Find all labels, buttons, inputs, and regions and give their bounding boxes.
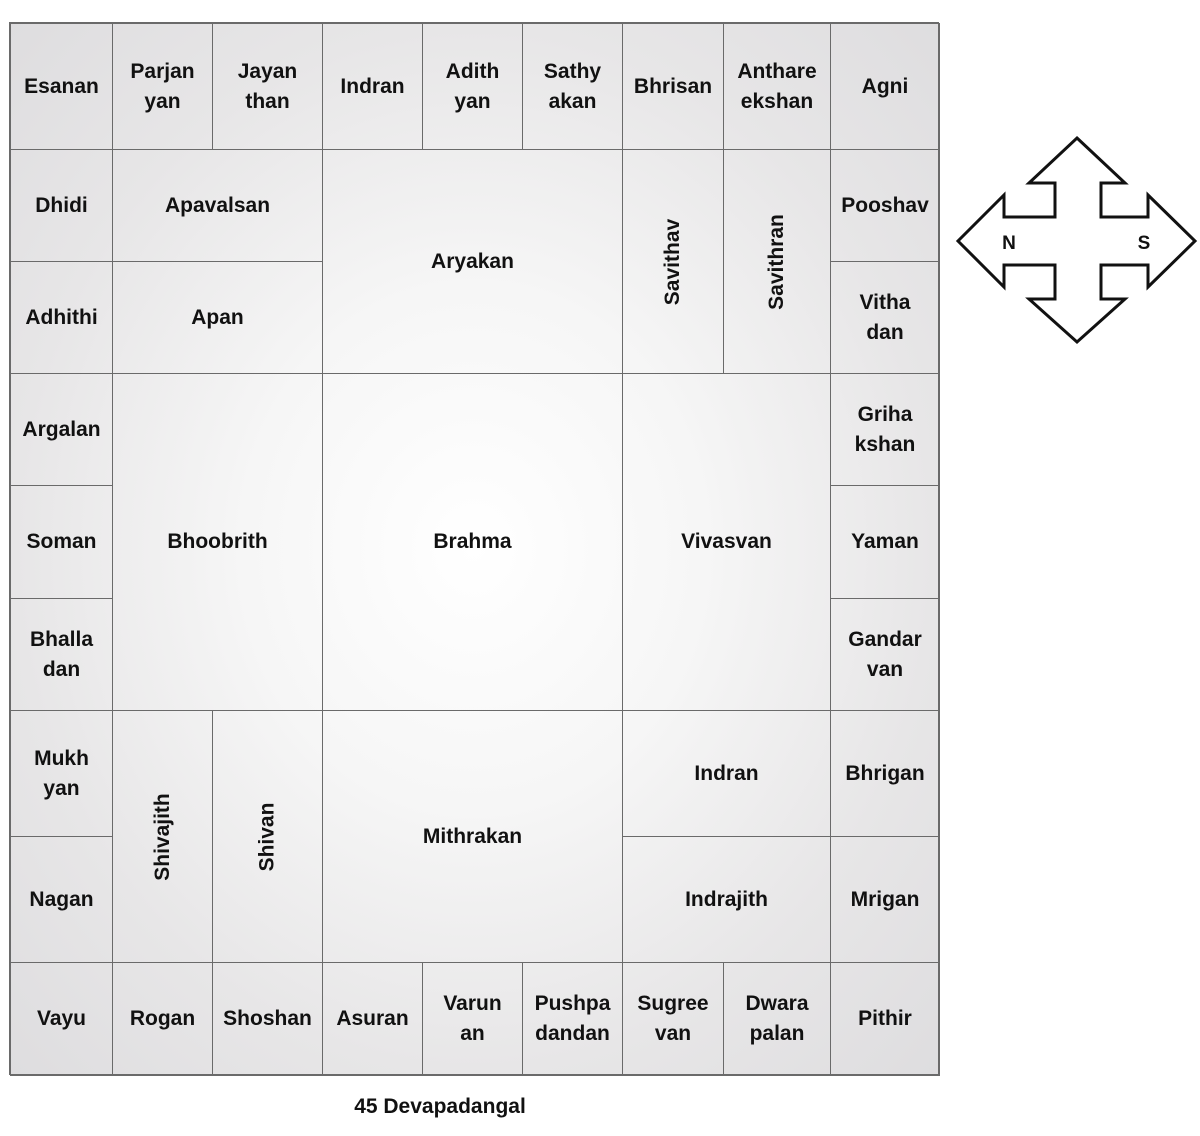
cell-bhoobrith	[112, 373, 323, 711]
cell-label: Indran	[694, 761, 759, 785]
cell-adithyan	[422, 23, 523, 150]
cell-label: Sugree van	[637, 992, 709, 1045]
cell-bhrisan	[622, 23, 724, 150]
cell-label: Sathy akan	[543, 59, 602, 113]
cell-label: Bhrisan	[633, 74, 713, 98]
cell-esanan	[10, 23, 113, 150]
cell-pushpadandan	[522, 962, 623, 1076]
cell-label: Dwara palan	[745, 992, 809, 1045]
cell-mrigan	[830, 836, 940, 963]
four-way-arrow-icon	[958, 138, 1195, 342]
cell-label: Mrigan	[850, 887, 920, 911]
cell-parjanyan	[112, 23, 213, 150]
cell-shivan	[212, 710, 323, 963]
cell-label: Apavalsan	[164, 193, 271, 217]
diagram-caption: 45 Devapadangal	[354, 1095, 526, 1118]
cell-gandarvan	[830, 598, 940, 711]
cell-label: Adhithi	[25, 305, 98, 329]
cell-label: Soman	[26, 530, 97, 553]
cell-label: Esanan	[24, 74, 99, 98]
cell-label: Shivan	[255, 802, 279, 871]
cell-anthareekshan	[723, 23, 831, 150]
cell-label: Mithrakan	[422, 824, 523, 848]
cell-label: Argalan	[22, 417, 101, 441]
cell-sathyakan	[522, 23, 623, 150]
cell-label: Aryakan	[431, 249, 514, 273]
cell-pooshav	[830, 149, 940, 262]
cell-label: Bhoobrith	[167, 530, 268, 553]
cell-grihakshan	[830, 373, 940, 486]
cell-dhidi	[10, 149, 113, 262]
cell-vithadan	[830, 261, 940, 374]
cell-soman	[10, 485, 113, 599]
cell-label: Bhalla dan	[29, 627, 94, 681]
cell-vivasvan	[622, 373, 831, 711]
cell-label: Pooshav	[841, 193, 929, 217]
cell-savithran	[723, 149, 831, 374]
cell-label: Pithir	[858, 1007, 912, 1030]
cell-label: Asuran	[336, 1007, 409, 1030]
cell-label: Savithav	[660, 218, 684, 305]
cell-pithir	[830, 962, 940, 1076]
cell-label: Indran	[340, 74, 405, 98]
cell-label: Apan	[191, 305, 244, 329]
devapada-grid	[9, 22, 939, 1075]
cell-aryakan	[322, 149, 623, 374]
cell-bhrigan	[830, 710, 940, 837]
cell-apan	[112, 261, 323, 374]
cell-label: Vayu	[36, 1007, 87, 1030]
cell-sugreevan	[622, 962, 724, 1076]
cell-label: Parjan yan	[130, 59, 195, 113]
cell-shoshan	[212, 962, 323, 1076]
cell-shivajith	[112, 710, 213, 963]
cell-jayanthan	[212, 23, 323, 150]
cell-argalan	[10, 373, 113, 486]
cell-indrajith	[622, 836, 831, 963]
cell-label: Yaman	[851, 530, 919, 553]
cell-adhithi	[10, 261, 113, 374]
cell-label: Adith yan	[445, 59, 500, 113]
cell-label: Indrajith	[685, 887, 768, 911]
cell-indran-top	[322, 23, 423, 150]
cell-label: Savithran	[764, 213, 788, 310]
cell-bhalladan	[10, 598, 113, 711]
cell-label: Pushpa dandan	[534, 992, 611, 1045]
compass-left-label: N	[1002, 233, 1016, 254]
compass-right-label: S	[1137, 233, 1151, 254]
cell-label: Anthare ekshan	[737, 59, 817, 113]
cell-savithav	[622, 149, 724, 374]
cell-brahma	[322, 373, 623, 711]
cell-indran-inner	[622, 710, 831, 837]
cell-label: Gandar van	[848, 627, 922, 681]
cell-agni	[830, 23, 940, 150]
cell-label: Shivajith	[150, 792, 174, 881]
cell-label: Nagan	[29, 887, 94, 911]
cell-label: Vitha dan	[859, 290, 911, 344]
cell-label: Bhrigan	[845, 761, 925, 785]
cell-mukhyan	[10, 710, 113, 837]
cell-vayu	[10, 962, 113, 1076]
cell-varunan	[422, 962, 523, 1076]
cell-label: Griha kshan	[854, 402, 916, 456]
cell-label: Jayan than	[237, 59, 298, 113]
cell-label: Dhidi	[35, 193, 88, 217]
cell-rogan	[112, 962, 213, 1076]
cell-label: Agni	[861, 74, 909, 98]
cell-asuran	[322, 962, 423, 1076]
cell-mithrakan	[322, 710, 623, 963]
cell-apavalsan	[112, 149, 323, 262]
compass-arrows-icon	[955, 135, 1200, 345]
cell-label: Brahma	[433, 530, 512, 553]
cell-yaman	[830, 485, 940, 599]
cell-label: Varun an	[443, 992, 502, 1045]
cell-nagan	[10, 836, 113, 963]
cell-label: Vivasvan	[681, 530, 772, 553]
cell-dwarapalan	[723, 962, 831, 1076]
cell-label: Rogan	[129, 1007, 196, 1030]
cell-label: Shoshan	[223, 1007, 312, 1030]
cell-label: Mukh yan	[34, 746, 89, 800]
